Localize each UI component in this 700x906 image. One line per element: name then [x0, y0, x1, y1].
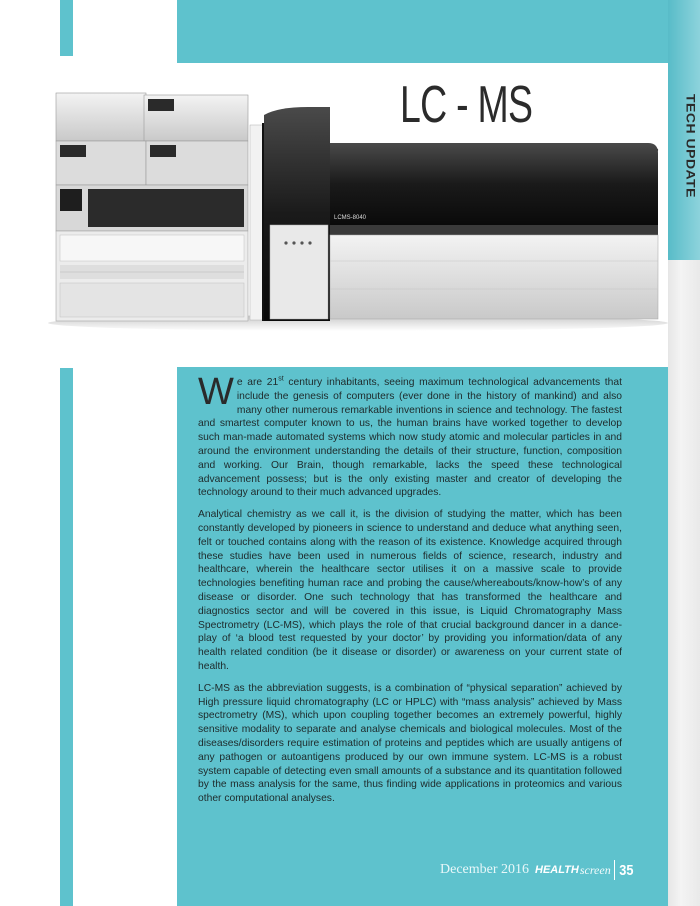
accent-bar-left — [60, 368, 73, 906]
footer-divider — [614, 860, 615, 880]
article-body — [198, 371, 622, 814]
section-tab-label: TECH UPDATE — [684, 93, 698, 199]
ordinal-suffix: st — [278, 375, 284, 383]
accent-band-top — [177, 0, 668, 63]
drop-cap: W — [198, 371, 234, 413]
instrument-model-label: LCMS-8040 — [334, 215, 367, 221]
lcms-instrument-photo — [38, 85, 668, 333]
page-footer — [440, 858, 634, 882]
page-number: 35 — [618, 861, 634, 879]
paragraph-1-text-a: e are 21 — [236, 377, 279, 388]
paragraph-1 — [198, 371, 622, 500]
paragraph-2: Analytical chemistry as we call it, is the division of studying the matter, which has been constantly developed by pioneers in science to understand and deduce what anything seen, felt or touched contains along with the reason of its existence. Knowledge acquired through these studies have been used in numerous fields of science, research, industry and healthcare, wherein the healthcare sector utilises it on a massive scale to provide technologies benefiting human race and probing the cause/whereabouts/know-how’s of any disease or disorder. One such technology that has transformed the healthcare and diagnostics sector and will be covered in this issue, is Liquid Chromatography Mass Spectrometry (LC-MS), which plays the role of that crucial background dancer in a dance-play of ‘a blood test requested by your doctor’ by providing you information/data of any health related condition (be it disease or disorder) or awareness on your current state of health. — [198, 509, 622, 672]
paragraph-1-text-b: century inhabitants, seeing maximum technological advancements that include the genesis of computers (ever done in the history of mankind) and also many other numerous remarkable inventions in science and technology. The fastest and smartest computer known to us, the human brains have worked together to develop such man-made automated systems which now study atomic and molecular particles in and around the environment understanding the details of their structure, function, composition and working. Our Brain, though remarkable, lacks the speed these technological advancement possess; but is the only existing master and creator of developing the technology around to their much advanced upgrades. — [198, 377, 622, 499]
magazine-name-part-1: HEALTH — [535, 864, 579, 876]
page-title: LC - MS — [400, 76, 533, 134]
accent-bar-top-left — [60, 0, 73, 56]
paragraph-3: LC-MS as the abbreviation suggests, is a combination of “physical separation” achieved by High pressure liquid chromatography (LC or HPLC) with “mass analysis” achieved by Mass spectrometry (MS), which upon coupling together becomes an extremely powerful, highly sensitive modality to separate and analyse chemicals and biological molecules. Most of the diseases/disorders require estimation of proteins and peptides which are usually antigens of any pathogen or autoantigens produced by our own immune system. LC-MS is a robust system capable of detecting even small amounts of a substance and its quantitation followed by the mass analysis for the same, thus finding wide applications in proteomics and various other computational analyses. — [198, 682, 622, 805]
issue-date: December 2016 — [440, 862, 530, 877]
magazine-name-part-2: screen — [579, 862, 611, 877]
